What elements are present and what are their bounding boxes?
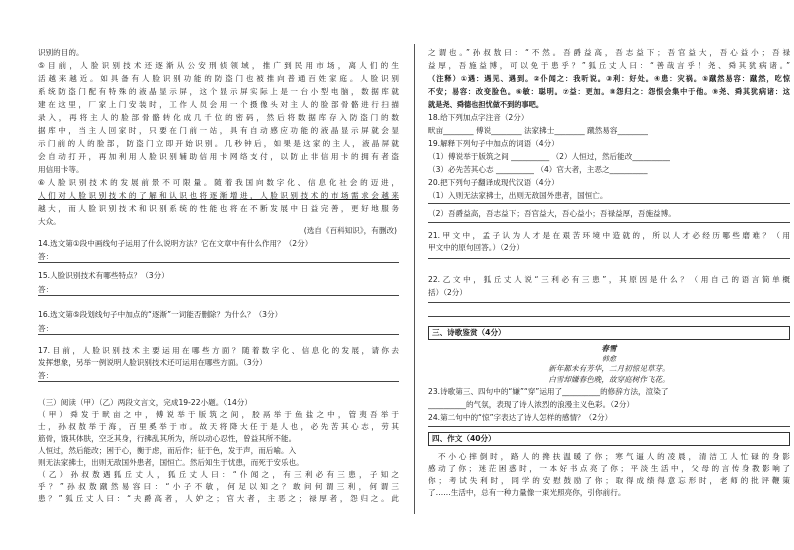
question-23: 23.诗歌第三、四句中的“嫌”“穿”运用了__________的修辞方法，渲染了 [428, 387, 669, 396]
section-poetry: 三、诗歌鉴赏（4分） [432, 328, 506, 337]
passage-line: 录入，再将主人的脸部骨骼转化成几千位的密码，然后将数据库存入防盗门的数 [38, 113, 399, 122]
answer-line[interactable] [428, 316, 790, 317]
question-24: 24.第二句中的“惊”字表达了诗人怎样的感情？（2分） [428, 413, 613, 422]
question-17-cont: 发挥想象，另举一例说明人脸识别技术还可运用在哪些方面。（3分） [38, 358, 267, 367]
passage-line: 示门前的人的脸部，防盗门立即开始识别。几秒钟后，如果是这家的主人，液晶屏就 [38, 139, 399, 148]
question-22: 22.乙文中，狐丘丈人说“三利必有三患”，其原因是什么？（用自己的语言简单概 [428, 275, 790, 284]
annotation-line: （注释）①遇：遇见、遇到。②仆闻之：我听说。③利：好处。④患：灾祸。⑤蹴然易容：蹴然，吃惊 [428, 74, 790, 83]
column-divider [414, 44, 415, 514]
prompt-line: 不小心摔倒时，路人的搀扶温暖了你；寒气逼人的凌晨，清洁工人忙碌的身影 [438, 452, 790, 461]
answer-line[interactable] [428, 222, 790, 223]
source-citation: (选自《百科知识》，有删改) [303, 226, 397, 235]
passage-line: ⑥人脸识别技术的发展前景不可限量。随着我国向数字化、信息化社会的迈进， [38, 178, 399, 187]
right-column [428, 0, 790, 550]
answer-line[interactable] [38, 381, 399, 382]
question-19: 19.解释下列句子中加点的词语（4分） [428, 139, 559, 148]
answer-line[interactable] [428, 426, 790, 427]
classical-text-line: （甲）舜发于畎亩之中，傅说举于版筑之间，胶鬲举于鱼盐之中，管夷吾举于 [38, 410, 399, 419]
classical-text-line: 士，孙叔敖举于海，百里奚举于市。故天将降大任于是人也，必先苦其心志，劳其 [38, 422, 399, 431]
annotation-line: 就是尧、舜德也担忧做不到的事吧。 [428, 100, 544, 109]
annotation-line: 不安；易容：改变脸色。⑥敏：聪明。⑦益：更加。⑧怨归之：怨恨会集中于他。⑨尧、舜其犹病诸：这 [428, 87, 790, 96]
passage-line: ⑤目前，人脸识别技术还逐渐从公安刑侦领域，推广到民用市场，离人们的生 [38, 61, 399, 70]
question-22-cont: 括）（2分） [428, 288, 467, 297]
question-20-sentence: （2）吾爵益高，吾志益下；吾官益大，吾心益小；吾禄益厚，吾施益博。 [428, 209, 676, 218]
answer-label: 答： [38, 324, 54, 333]
answer-line[interactable] [428, 302, 790, 303]
question-17: 17.目前，人脸识别技术主要运用在哪些方面？随着数字化、信息化的发展，请你去 [38, 346, 399, 355]
question-15: 15.人脸识别技术有哪些特点？（3分） [38, 271, 169, 280]
answer-label: 答： [38, 252, 54, 261]
prompt-line: 感动了你；迷茫困惑时，一本好书点亮了你；平淡生活中，父母的言传身教影响了 [428, 464, 790, 473]
answer-line[interactable] [38, 334, 399, 335]
classical-text-line: 人恒过，然后能改；困于心，衡于虑，而后作；征于色，发于声，而后喻。入 [38, 446, 297, 455]
poem-author: 韩愈 [602, 355, 616, 363]
classical-text-line: 益厚，吾施益博，可以免于患乎？”狐丘丈人曰：“善哉言乎！尧、舜其犹病诸。” [428, 61, 790, 70]
answer-label: 答： [38, 285, 54, 294]
question-14: 14.选文第①段中画线句子运用了什么说明方法？它在文章中有什么作用？（2分） [38, 239, 313, 248]
prompt-line: 你；考试失利时，同学的安慰鼓励了你；取得成绩得意忘形时，老师的批评鞭策 [428, 476, 790, 485]
passage-line: 据库中，当主人回家时，只要在门前一站，具有自动感应功能的液晶显示屏就会显 [38, 126, 399, 135]
poem-line: 白雪却嫌春色晚，故穿庭树作飞花。 [548, 375, 670, 384]
question-21: 21.甲文中，孟子认为人才是在艰苦环境中造就的，所以人才必经历哪些磨难？（用 [428, 231, 790, 240]
passage-line-underlined: 人们对人脸识别技术的了解和认识也将逐渐增进，人脸识别技术的市场需求会越来 [38, 191, 399, 200]
question-18-items: 畎亩________ 傅说________ 法家拂士________ 蹴然易容________ [428, 126, 648, 135]
question-16: 16.选文第⑤段划线句子中加点的“逐渐”一词能否删除？为什么？（3分） [38, 310, 283, 319]
passage-line: 越大，而人脸识别技术和识别系统的性能也将在不断发展中日益完善，更好地服务 [38, 204, 399, 213]
question-18: 18.给下列加点字注音（2分） [428, 113, 529, 122]
question-21-cont: 甲文中的原句回答。）（2分） [428, 243, 524, 252]
classical-text-line: 之谓也。”孙叔敖曰：“不然。吾爵益高，吾志益下；吾官益大，吾心益小；吾禄 [428, 48, 790, 57]
passage-line: 建在这里，厂家上门安装时，工作人员会用一个摄像头对主人的脸部骨骼进行扫描 [38, 100, 399, 109]
classical-text-line: 患？”狐丘丈人曰：“夫爵高者，人妒之；官大者，主恶之；禄厚者，怨归之。此 [38, 494, 399, 503]
passage-line: 活越来越近。如具备有人脸识别功能的防盗门也被推向普通百姓家庭。人脸识别 [38, 74, 399, 83]
answer-line[interactable] [428, 203, 790, 204]
question-23-cont: __________的气氛，表现了诗人浓烈的浪漫主义色彩。（2分） [428, 400, 635, 409]
passage-line: 用信用卡等。 [38, 165, 84, 174]
passage-line: 会自动打开，再加利用人脸识别辅助信用卡网络支付，以防止非信用卡的拥有者盗 [38, 152, 399, 161]
passage-line: 大众。 [38, 217, 61, 226]
poem-line: 新年都未有芳华，二月初惊见草芽。 [548, 364, 670, 373]
prompt-line: 了……生活中，总有一种力量像一束光照亮你，引你前行。 [428, 488, 626, 497]
section-composition: 四、作文（40分） [432, 434, 496, 443]
section-classical-reading: （三）阅读（甲）（乙）两段文言文，完成19-22小题。（14分） [38, 398, 252, 407]
passage-line: 系统防盗门配有特殊的液晶显示屏，这个显示屏实际上是一台小型电脑，数据库就 [38, 87, 399, 96]
classical-text-line: 乎？”孙叔敖蹴然易容曰：“小子不敏，何足以知之？敢问何谓三利，何谓三 [38, 482, 399, 491]
question-19-items: （3）必先苦其心志 __________ （4）官大者，主恶之__________ [428, 165, 648, 174]
answer-label: 答： [38, 371, 54, 380]
classical-text-line: 则无法家拂士，出则无敌国外患者，国恒亡。然后知生于忧患，而死于安乐也。 [38, 458, 304, 467]
poem-title: 春雪 [601, 344, 617, 353]
classical-text-line: （乙）孙叔敖遇狐丘丈人，狐丘丈人曰：“仆闻之，有三利必有三患，子知之 [38, 470, 399, 479]
passage-line: 识别的目的。 [38, 48, 84, 57]
answer-line[interactable] [38, 295, 399, 296]
question-19-items: （1）傅说举于版筑之间 __________ （2）人恒过，然后能改__________ [428, 152, 671, 161]
classical-text-line: 筋骨，饿其体肤，空乏其身，行拂乱其所为，所以动心忍性，曾益其所不能。 [38, 434, 297, 443]
answer-line[interactable] [38, 262, 399, 263]
answer-line[interactable] [428, 258, 790, 259]
question-20: 20.把下列句子翻译成现代汉语（4分） [428, 178, 559, 187]
question-20-sentence: （1）入则无法家拂士，出则无敌国外患者，国恒亡。 [428, 191, 608, 200]
left-column [38, 0, 399, 550]
